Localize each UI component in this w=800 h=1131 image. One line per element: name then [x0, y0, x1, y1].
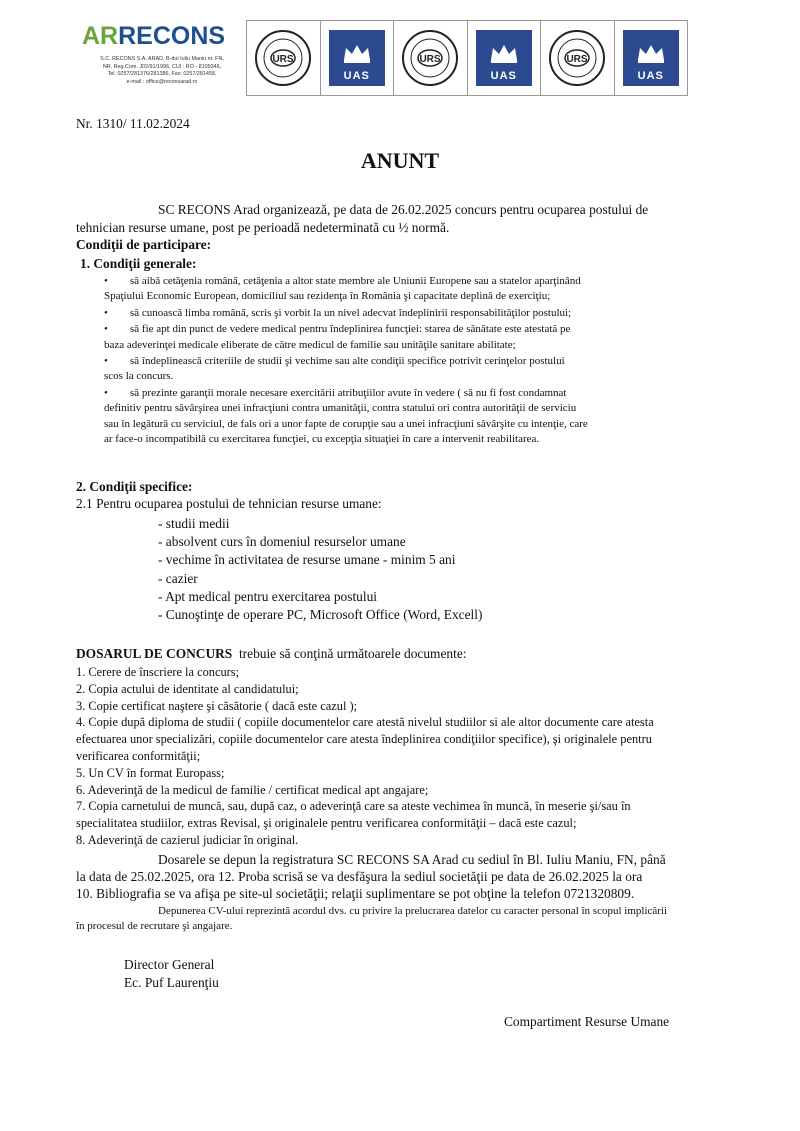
gdpr-notice-line: Depunerea CV-ului reprezintă acordul dvs. cu privire la prelucrarea datelor cu caracter personal în scopul implicării [158, 905, 668, 917]
cert-label: URS [272, 54, 294, 65]
list-item: 8. Adeverinţă de cazierul judiciar în original. [76, 832, 299, 847]
uas-badge [476, 30, 532, 86]
list-item: 7. Copia carnetului de muncă, sau, după caz, o adeverinţă care sa ateste vechimea în muncă, în meserie şi/sau în [76, 799, 631, 814]
list-item: 4. Copie după diploma de studii ( copiile documentelor care atestă nivelul studiilor si ale altor documente care atesta [76, 715, 654, 730]
cert-label: UAS [637, 70, 664, 82]
list-item: - Apt medical pentru exercitarea postului [158, 588, 378, 604]
uas-accreditation-badge [321, 21, 395, 95]
submission-line: Dosarele se depun la registratura SC RECONS SA Arad cu sediul în Bl. Iuliu Maniu, FN, până [158, 852, 666, 867]
uas-badge [329, 30, 385, 86]
list-item: - studii medii [158, 516, 230, 531]
bullet-text: să aibă cetăţenia română, cetăţenia a altor state membre ale Uniunii Europene sau a statelor aparţinând [130, 275, 581, 287]
intro-line: SC RECONS Arad organizează, pe data de 26.02.2025 concurs pentru ocuparea postului de [158, 202, 649, 217]
cert-label: URS [419, 54, 441, 65]
urs-seal-icon [254, 29, 312, 87]
gdpr-notice-line: în procesul de recrutare şi angajare. [76, 920, 233, 932]
document-number: Nr. 1310/ 11.02.2024 [76, 116, 190, 131]
bullet-text: să îndeplinească criteriile de studii şi vechime sau alte condiţii specifice potrivit cerinţelor postului [130, 355, 565, 368]
bullet-text: sau în legătură cu serviciul, de fals ori a unor fapte de corupţie sau a unei infracţiuni săvârşite cu intenţie, care [104, 417, 588, 430]
company-line: Tel. 0257/281376/281386, Fax: 0257/281458, [107, 71, 217, 78]
logo-name: RECONS [118, 22, 226, 50]
list-item: 5. Un CV în format Europass; [76, 765, 225, 780]
list-item: - cazier [158, 570, 198, 586]
list-item: • să aibă cetăţenia română, cetăţenia a altor state membre ale Uniunii Europene sau a statelor aparţinând Spaţiului Economic European, domiciliul sau rezidenţa în România şi capacitate deplină de exerciţiu; [104, 274, 744, 305]
company-line: S.C. RECONS S.A. ARAD, B-dul Iuliu Maniu nr. FN, [100, 56, 224, 62]
general-conditions-list [104, 274, 744, 447]
uas-badge [623, 30, 679, 86]
dossier-heading-bold: DOSARUL DE CONCURS [76, 646, 233, 661]
list-item: specialitatea studiilor, extras Revisal, şi originalele pentru verificarea conformităţii – dacă este cazul; [76, 816, 577, 831]
list-item: - Cunoştinţe de operare PC, Microsoft Office (Word, Excell) [158, 607, 483, 623]
signature-name: Ec. Puf Laurenţiu [124, 975, 219, 990]
bullet-text: definitiv pentru săvârşirea unei infracţiuni contra umanităţii, contra statului ori contra autorităţii de serviciu [104, 402, 577, 415]
urs-certification-seal [247, 21, 321, 95]
company-line: NR. Reg.Com. J02/91/1996, CUI : RO - 8109346, [102, 63, 222, 70]
cert-label: UAS [490, 70, 517, 82]
intro-line: tehnician resurse umane, post pe perioadă nedeterminată cu ½ normă. [76, 220, 450, 235]
list-item: • să fie apt din punct de vedere medical pentru îndeplinirea funcţiei: starea de sănătate este atestată pe baza adeverinţei medicale eliberate de către medicul de familie sau unităţile sanitare abilitate; [104, 322, 744, 353]
submission-line: 10. Bibliografia se va afişa pe site-ul societăţii; relaţii suplimentare se pot obţine la telefon 0721320809. [76, 886, 635, 901]
bullet-text: baza adeverinţei medicale eliberate de către medicul de familie sau unităţile sanitare abilitate; [104, 338, 516, 351]
list-item: 1. Cerere de înscriere la concurs; [76, 665, 240, 679]
dossier-list [76, 664, 748, 849]
bullet-text: Spaţiului Economic European, domiciliul sau rezidenţa în România şi capacitate deplină de exerciţiu; [104, 290, 551, 303]
dossier-heading [76, 646, 467, 663]
certification-strip [246, 20, 688, 96]
list-item: • să îndeplinească criteriile de studii şi vechime sau alte condiţii specifice potrivit cerinţelor postului scos la concurs. [104, 354, 744, 385]
company-logo [82, 24, 225, 49]
department-signature: Compartiment Resurse Umane [504, 1014, 670, 1029]
specific-conditions-sub: 2.1 Pentru ocuparea postului de tehnician resurse umane: [76, 496, 382, 511]
submission-line: la data de 25.02.2025, ora 12. Proba scrisă se va desfăşura la sediul societăţii pe data de 26.02.2025 la ora [76, 869, 643, 884]
dossier-heading-rest: trebuie să conţină următoarele documente: [232, 646, 467, 661]
list-item: - absolvent curs în domeniul resurselor umane [158, 534, 406, 550]
crown-icon [489, 42, 519, 64]
list-item: verificarea conformităţii; [76, 748, 201, 763]
logo-mark: AR [82, 22, 119, 50]
bullet-text: scos la concurs. [104, 370, 174, 383]
page-title: ANUNT [360, 148, 440, 173]
list-item: • să cunoască limba română, scris şi vorbit la un nivel adecvat îndeplinirii responsabilităţilor postului; [104, 306, 572, 319]
list-item: • să prezinte garanţii morale necesare exercitării atribuţiilor avute în vedere ( să nu fi fost condamnat definitiv pentru săvârşirea unei infracţiuni contra umanităţii, contra statului ori contra autorităţii de serviciu sau în legătură cu serviciul, de fals ori a unor fapte de corupţie sau a unei infracţiuni săvârşite cu intenţie, care ar face-o incompatibilă cu exercitarea funcţiei, cu excepţia situaţiei în care a intervenit reabilitarea. [104, 386, 744, 448]
conditions-heading: Condiţii de participare: [76, 237, 212, 252]
uas-accreditation-badge [468, 21, 542, 95]
list-item: - vechime în activitatea de resurse umane - minim 5 ani [158, 552, 456, 568]
specific-conditions-list [158, 515, 482, 624]
list-item: 2. Copia actului de identitate al candidatului; [76, 681, 299, 696]
company-details [82, 56, 242, 86]
cert-label: URS [566, 54, 588, 65]
bullet-text: să prezinte garanţii morale necesare exercitării atribuţiilor avute în vedere ( să nu fi fost condamnat [130, 386, 567, 399]
uas-accreditation-badge [615, 21, 688, 95]
crown-icon [342, 42, 372, 64]
crown-icon [636, 42, 666, 64]
general-conditions-heading: 1. Condiţii generale: [80, 256, 197, 271]
specific-conditions-heading: 2. Condiţii specifice: [76, 479, 193, 494]
urs-seal-icon [548, 29, 606, 87]
urs-certification-seal [541, 21, 615, 95]
company-line: e-mail : office@reconsarad.ro [126, 78, 198, 85]
bullet-text: ar face-o incompatibilă cu exercitarea funcţiei, cu excepţia situaţiei în care a intervenit reabilitarea. [104, 433, 540, 446]
cert-label: UAS [343, 70, 370, 82]
list-item: 3. Copie certificat naştere şi căsătorie ( dacă este cazul ); [76, 698, 358, 713]
list-item: efectuarea unor specializări, copiile documentelor care atesta îndeplinirea condiţiilor specifice), şi originalele pentru [76, 732, 652, 747]
signature-role: Director General [124, 957, 215, 972]
list-item: 6. Adeverinţă de la medicul de familie / certificat medical apt angajare; [76, 782, 429, 797]
bullet-text: să cunoască limba română, scris şi vorbit la un nivel adecvat îndeplinirii responsabilităţilor postului; [130, 306, 572, 319]
bullet-text: să fie apt din punct de vedere medical pentru îndeplinirea funcţiei: starea de sănătate este atestată pe [130, 323, 571, 336]
urs-seal-icon [401, 29, 459, 87]
urs-certification-seal [394, 21, 468, 95]
